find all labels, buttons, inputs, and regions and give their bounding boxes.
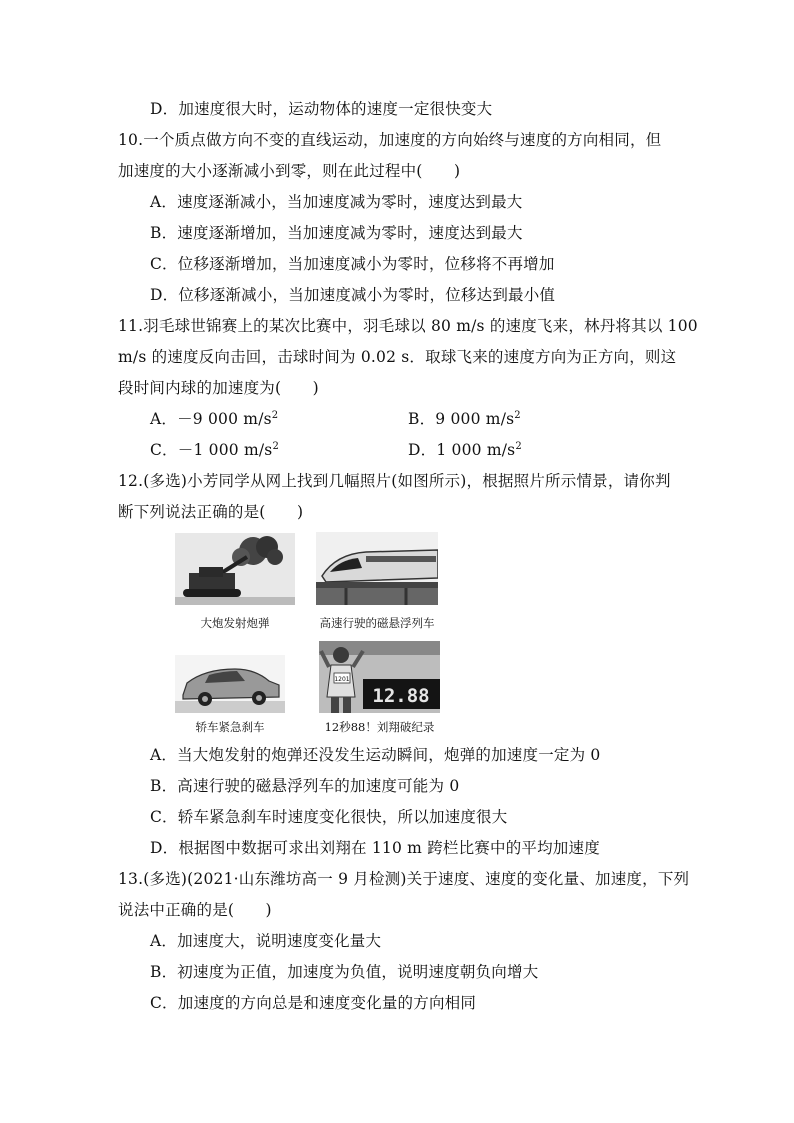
car-caption: 轿车紧急刹车 <box>195 720 265 734</box>
q12-option-d: D．根据图中数据可求出刘翔在 110 m 跨栏比赛中的平均加速度 <box>150 839 600 857</box>
q13-stem-line1: 13.(多选)(2021·山东潍坊高一 9 月检测)关于速度、速度的变化量、加速度，下列 <box>118 870 690 888</box>
record-caption: 12秒88！刘翔破纪录 <box>324 720 435 734</box>
car-photo <box>175 655 285 713</box>
q13-option-a: A．加速度大，说明速度变化量大 <box>150 932 382 950</box>
artillery-caption: 大炮发射炮弹 <box>200 616 270 630</box>
maglev-caption: 高速行驶的磁悬浮列车 <box>319 616 435 630</box>
q13-option-c: C．加速度的方向总是和速度变化量的方向相同 <box>150 994 477 1012</box>
q12-option-a: A．当大炮发射的炮弹还没发生运动瞬间，炮弹的加速度一定为 0 <box>150 746 601 764</box>
q11-option-c: C．－1 000 $m/s^2$ <box>150 440 279 459</box>
q10-option-c: C．位移逐渐增加，当加速度减小为零时，位移将不再增加 <box>150 255 555 273</box>
q11-stem-line3: 段时间内球的加速度为( ) <box>118 379 319 397</box>
bib-number: 1201 <box>334 676 350 683</box>
q10-stem-line1: 10.一个质点做方向不变的直线运动，加速度的方向始终与速度的方向相同，但 <box>118 131 662 149</box>
q10-option-b: B．速度逐渐增加，当加速度减为零时，速度达到最大 <box>150 224 523 242</box>
scoreboard-time: 12.88 <box>372 685 430 707</box>
q12-stem-line2: 断下列说法正确的是( ) <box>118 503 304 521</box>
q10-option-a: A．速度逐渐减小，当加速度减为零时，速度达到最大 <box>150 193 523 211</box>
q11-stem-line1: 11.羽毛球世锦赛上的某次比赛中，羽毛球以 80 m/s 的速度飞来，林丹将其以 100 <box>118 317 698 335</box>
q11-option-d: D．1 000 $m/s^2$ <box>408 440 522 459</box>
q10-stem-line2: 加速度的大小逐渐减小到零，则在此过程中( ) <box>118 162 461 180</box>
artillery-photo <box>175 533 295 605</box>
q9-option-d: D．加速度很大时，运动物体的速度一定很快变大 <box>150 100 493 118</box>
q13-stem-line2: 说法中正确的是( ) <box>118 901 272 919</box>
q12-stem-line1: 12.(多选)小芳同学从网上找到几幅照片(如图所示)，根据照片所示情景，请你判 <box>118 472 671 490</box>
record-photo <box>319 641 440 713</box>
maglev-photo <box>316 532 438 605</box>
q11-stem-line2: m/s 的速度反向击回，击球时间为 0.02 s．取球飞来的速度方向为正方向，则这 <box>118 348 677 366</box>
q10-option-d: D．位移逐渐减小，当加速度减小为零时，位移达到最小值 <box>150 286 556 304</box>
q12-option-c: C．轿车紧急刹车时速度变化很快，所以加速度很大 <box>150 808 508 826</box>
q12-option-b: B．高速行驶的磁悬浮列车的加速度可能为 0 <box>150 777 460 795</box>
q11-option-b: B．9 000 $m/s^2$ <box>408 409 521 428</box>
q13-option-b: B．初速度为正值，加速度为负值，说明速度朝负向增大 <box>150 963 539 981</box>
q11-option-a: A．－9 000 $m/s^2$ <box>150 409 279 428</box>
